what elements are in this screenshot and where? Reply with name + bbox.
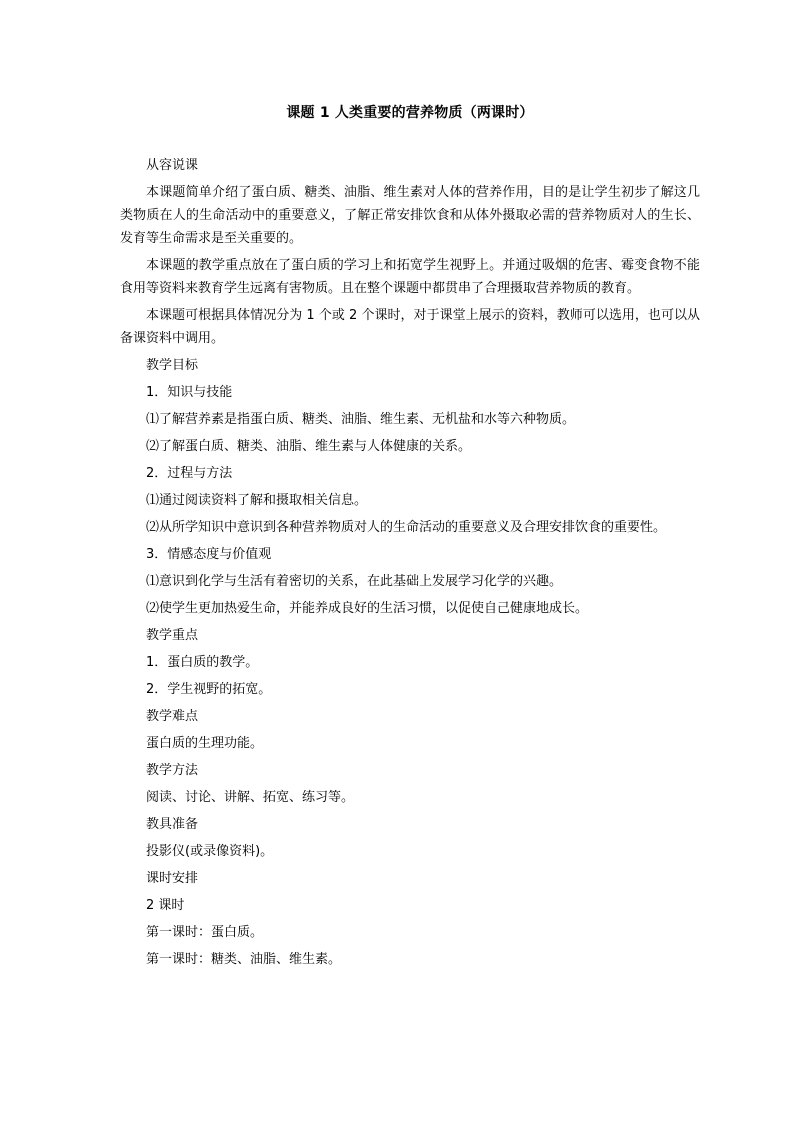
document-body bbox=[120, 104, 700, 975]
paragraph: 从容说课 bbox=[146, 158, 199, 173]
paragraph: ⑴通过阅读资料了解和摄取相关信息。 bbox=[146, 493, 368, 508]
paragraph: ⑴意识到化学与生活有着密切的关系，在此基础上发展学习化学的兴趣。 bbox=[146, 574, 563, 589]
paragraph: 蛋白质的生理功能。 bbox=[146, 736, 264, 751]
paragraph: 教学方法 bbox=[146, 763, 199, 778]
paragraph: 2．学生视野的拓宽。 bbox=[146, 682, 272, 697]
paragraph: 3．情感态度与价值观 bbox=[146, 547, 272, 562]
paragraph: 第一课时：糖类、油脂、维生素。 bbox=[146, 952, 342, 967]
paragraph: ⑵了解蛋白质、糖类、油脂、维生素与人体健康的关系。 bbox=[146, 439, 472, 454]
paragraph: ⑵使学生更加热爱生命，并能养成良好的生活习惯，以促使自己健康地成长。 bbox=[146, 601, 589, 616]
paragraph: 本课题的教学重点放在了蛋白质的学习上和拓宽学生视野上。并通过吸烟的危害、霉变食物不能食用等资料来教育学生远离有害物质。且在整个课题中都贯串了合理摄取营养物质的教育。 bbox=[120, 258, 700, 296]
paragraph: 1．知识与技能 bbox=[146, 385, 233, 400]
paragraph: 本课题简单介绍了蛋白质、糖类、油脂、维生素对人体的营养作用，目的是让学生初步了解这几类物质在人的生命活动中的重要意义，了解正常安排饮食和从体外摄取必需的营养物质对人的生长、发育等生命需求是至关重要的。 bbox=[120, 185, 700, 246]
paragraph: 1．蛋白质的教学。 bbox=[146, 655, 259, 670]
paragraph: 投影仪(或录像资料)。 bbox=[146, 844, 274, 859]
paragraph: 2．过程与方法 bbox=[146, 466, 233, 481]
paragraph: 2 课时 bbox=[146, 898, 185, 913]
document-title: 课题 1 人类重要的营养物质（两课时） bbox=[286, 105, 534, 121]
paragraph: 教学重点 bbox=[146, 628, 199, 643]
paragraph: 本课题可根据具体情况分为 1 个或 2 个课时，对于课堂上展示的资料，教师可以选用，也可以从备课资料中调用。 bbox=[120, 308, 700, 346]
paragraph: ⑵从所学知识中意识到各种营养物质对人的生命活动的重要意义及合理安排饮食的重要性。 bbox=[146, 520, 667, 535]
paragraph: 第一课时：蛋白质。 bbox=[146, 925, 264, 940]
paragraph: 课时安排 bbox=[146, 871, 199, 886]
paragraph: 阅读、讨论、讲解、拓宽、练习等。 bbox=[146, 790, 355, 805]
paragraph: ⑴了解营养素是指蛋白质、糖类、油脂、维生素、无机盐和水等六种物质。 bbox=[146, 412, 576, 427]
paragraph: 教学目标 bbox=[146, 358, 199, 373]
paragraph: 教具准备 bbox=[146, 817, 199, 832]
paragraph: 教学难点 bbox=[146, 709, 199, 724]
paragraph-list bbox=[120, 154, 700, 971]
